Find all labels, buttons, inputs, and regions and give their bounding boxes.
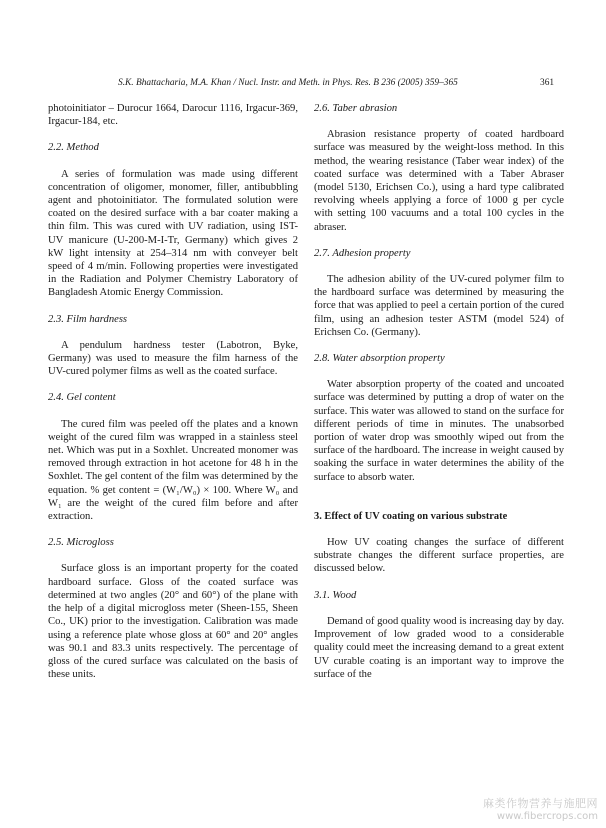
watermark-url: www.fibercrops.com <box>496 811 598 822</box>
taber-abrasion-heading: 2.6. Taber abrasion <box>314 103 398 114</box>
gel-content-paragraph: The cured film was peeled off the plates and a known weight of the cured film was wrapped in a stainless steel net. Which was put in a Soxhlet. Uncreated monomer was removed through extraction in hot acetone for 48 h in the Soxhlet. The gel content of the film was determined by the equation. % get content = (W₁/W₀) × 100. Where W₀ and W₁ are the weight of the cured film before and after extraction. <box>48 418 298 523</box>
taber-abrasion-paragraph: Abrasion resistance property of coated hardboard surface was measured by the weight-loss method. In this method, the wearing resistance (Taber wear index) of the coated surface was determined with a Taber Abraser (model 5130, Erichsen Co.), using a hard type calibrated revolving wheels applying a force of 1000 g per cycle with setting 100 vacuums and a total 100 cycles in the abraser. <box>314 129 564 233</box>
wood-paragraph: Demand of good quality wood is increasing day by day. Improvement of low graded wood to a considerable quality could meet the increasing demand to a great extent UV curable coating is an important way to improve the surface of the <box>314 615 564 680</box>
film-hardness-paragraph: A pendulum hardness tester (Labotron, Byke, Germany) was used to measure the film harness of the UV-cured polymer films as well as the coated surface. <box>48 339 298 378</box>
film-hardness-heading: 2.3. Film hardness <box>48 313 128 325</box>
water-absorption-paragraph: Water absorption property of the coated and uncoated surface was determined by putting a drop of water on the surface. This water was allowed to stand on the surface for different periods of time in minutes. The unabsorbed portion of water drop was smoothly wiped out from the surface of the hardboard. The increase in weight caused by soaking the surface in water determines the ability of the surface to absorb water. <box>314 379 564 483</box>
adhesion-heading: 2.7. Adhesion property <box>314 247 411 259</box>
water-absorption-heading: 2.8. Water absorption property <box>314 353 445 365</box>
method-paragraph: A series of formulation was made using different concentration of oligomer, monomer, filler, antibubbling agent and photoinitiator. The formulated solution were coated on the desired surface with a bar coater making a thin film. This was cured with UV radiation, using IST-UV manicure (U-200-M-I-Tr, Germany) which gives 2 kW light intensity at 254–314 nm with conveyer belt speed of 4 m/min. Following properties were investigated in the Radiation and Polymer Chemistry Laboratory of Bangladesh Atomic Energy Commission. <box>48 168 298 299</box>
page-number: 361 <box>540 78 555 88</box>
section-3-paragraph: How UV coating changes the surface of different substrate changes the different surface properties, are discussed below. <box>314 537 564 575</box>
watermark-chinese-text: 麻类作物营养与施肥网 <box>483 797 598 810</box>
left-column <box>48 102 298 681</box>
wood-heading: 3.1. Wood <box>314 589 357 601</box>
site-watermark <box>483 795 598 822</box>
adhesion-paragraph: The adhesion ability of the UV-cured polymer film to the hardboard surface was determined by measuring the force that was applied to peel a certain portion of the cured film, using an adhesion tester ASTM (model 524) of Erichsen Co. (Germany). <box>314 274 564 338</box>
running-head: S.K. Bhattacharia, M.A. Khan / Nucl. Instr. and Meth. in Phys. Res. B 236 (2005) 359–365 <box>118 78 458 88</box>
microgloss-paragraph: Surface gloss is an important property for the coated hardboard surface. Gloss of the coated surface was determined at two angles (20° and 60°) of the plane with the help of a digital microgloss meter (Sheen-155, Sheen Co., UK) prior to the investigation. Calibration was made using a reference plate whose gloss at 60° and 20° angles was 90.1 and 83.3 units respectively. The percentage of gloss of the cured surface was calculated on the basis of these units. <box>48 563 298 681</box>
right-column <box>314 102 564 681</box>
method-heading: 2.2. Method <box>48 142 99 154</box>
intro-paragraph: photoinitiator – Durocur 1664, Darocur 1116, Irgacur-369, Irgacur-184, etc. <box>48 103 298 128</box>
microgloss-heading: 2.5. Microgloss <box>48 537 114 549</box>
gel-content-heading: 2.4. Gel content <box>48 392 116 404</box>
section-3-heading: 3. Effect of UV coating on various substrate <box>314 510 508 522</box>
